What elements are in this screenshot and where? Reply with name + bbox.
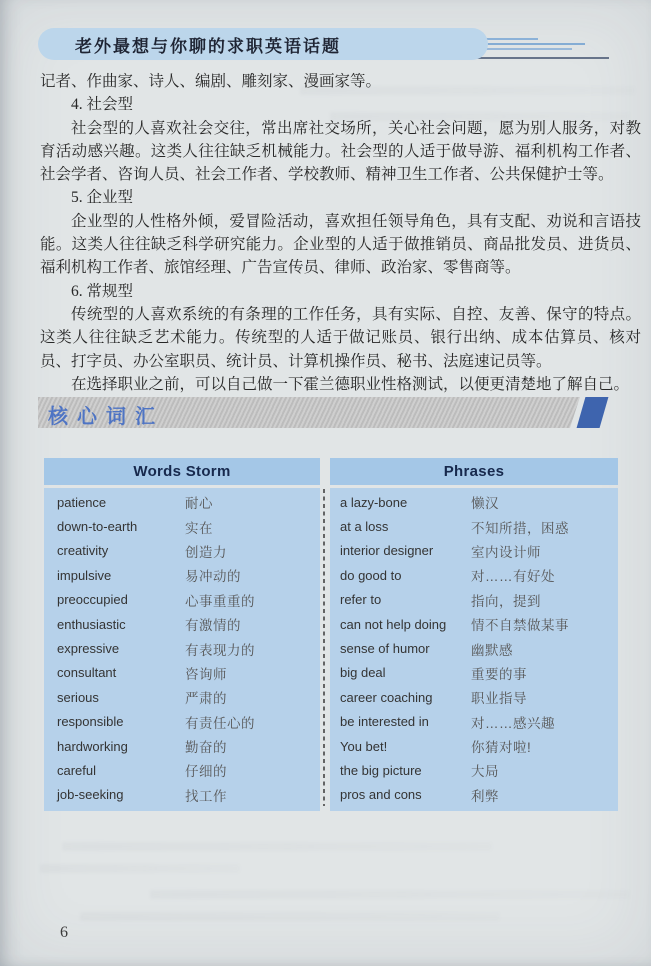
vocab-row xyxy=(44,563,320,587)
vocab-term-zh: 重要的事 xyxy=(471,666,527,682)
vocab-term-en: preoccupied xyxy=(57,592,128,608)
vocab-term-en: can not help doing xyxy=(340,616,447,632)
vocab-row xyxy=(44,514,320,538)
vocab-term-en: creativity xyxy=(57,543,109,559)
vocab-column-phrases xyxy=(330,458,618,811)
vocab-term-en: pros and cons xyxy=(340,787,422,803)
vocab-term-en: sense of humor xyxy=(340,641,430,657)
vocab-term-en: big deal xyxy=(340,665,386,681)
body-paragraph: 企业型的人性格外倾，爱冒险活动，喜欢担任领导角色，具有支配、劝说和言语技能。这类人往往缺乏科学研究能力。企业型的人适于做推销员、商品批发员、进货员、福利机构工作者、旅馆经理、广告宣传员、律师、政治家、零售商等。 xyxy=(40,212,641,277)
vocab-row xyxy=(44,685,320,709)
vocab-term-zh: 找工作 xyxy=(185,788,227,804)
vocab-term-en: a lazy-bone xyxy=(340,494,408,510)
vocab-term-en: do good to xyxy=(340,567,402,583)
vocab-row xyxy=(330,490,618,514)
vocab-row xyxy=(44,539,320,563)
vocab-row xyxy=(330,661,618,685)
vocab-term-en: hardworking xyxy=(57,738,128,754)
vocab-term-en: the big picture xyxy=(340,762,422,778)
vocab-term-zh: 对……感兴趣 xyxy=(471,715,555,731)
vocab-row xyxy=(330,539,618,563)
vocab-row xyxy=(44,710,320,734)
section-title: 核心词汇 xyxy=(48,406,164,428)
section-accent-shape xyxy=(577,397,609,428)
book-title: 老外最想与你聊的求职英语话题 xyxy=(75,36,341,56)
vocab-row xyxy=(44,661,320,685)
vocab-term-zh: 勤奋的 xyxy=(185,740,227,756)
vocab-term-en: be interested in xyxy=(340,714,429,730)
vocab-term-en: at a loss xyxy=(340,519,389,535)
vocab-term-zh: 利弊 xyxy=(471,788,499,804)
vocab-row xyxy=(44,783,320,807)
vocab-row xyxy=(330,710,618,734)
vocab-term-en: expressive xyxy=(57,641,120,657)
vocab-row xyxy=(330,563,618,587)
body-paragraph: 记者、作曲家、诗人、编剧、雕刻家、漫画家等。 xyxy=(40,73,382,90)
vocab-column-body xyxy=(44,488,320,811)
vocab-term-zh: 实在 xyxy=(185,520,213,536)
vocab-term-en: careful xyxy=(57,762,97,778)
vocab-term-zh: 室内设计师 xyxy=(471,544,541,560)
header-pill xyxy=(38,28,488,60)
vocab-term-zh: 有表现力的 xyxy=(185,642,255,658)
vocab-term-zh: 职业指导 xyxy=(471,691,527,707)
vocab-term-zh: 不知所措，困惑 xyxy=(471,520,569,536)
vocab-term-en: responsible xyxy=(57,714,124,730)
vocab-term-en: refer to xyxy=(340,592,382,608)
vocab-term-en: consultant xyxy=(57,665,117,681)
body-text-block xyxy=(40,70,641,396)
vocab-term-en: down-to-earth xyxy=(57,519,138,535)
vocab-row xyxy=(330,514,618,538)
vocab-term-zh: 有激情的 xyxy=(185,618,241,634)
vocab-column-body xyxy=(330,488,618,811)
vocab-term-zh: 懒汉 xyxy=(471,496,499,512)
vocab-term-zh: 大局 xyxy=(471,764,499,780)
vocab-term-zh: 仔细的 xyxy=(185,764,227,780)
body-paragraph: 社会型的人喜欢社会交往，常出席社交场所，关心社会问题，愿为别人服务，对教育活动感兴趣。这类人往往缺乏机械能力。社会型的人适于做导游、福利机构工作者、社会学者、咨询人员、社会工作者、学校教师、精神卫生工作者、公共保健护士等。 xyxy=(40,119,641,184)
vocab-term-en: patience xyxy=(57,494,107,510)
vocab-row xyxy=(330,758,618,782)
vocab-term-zh: 你猜对啦! xyxy=(471,740,532,756)
vocab-term-en: job-seeking xyxy=(57,787,124,803)
body-paragraph: 6. 常规型 xyxy=(71,282,134,300)
bleed-through-smudge xyxy=(80,912,500,921)
vocab-term-en: serious xyxy=(57,689,99,705)
vocab-term-zh: 创造力 xyxy=(185,544,227,560)
vocab-term-en: You bet! xyxy=(340,738,388,754)
vocab-term-zh: 情不自禁做某事 xyxy=(471,618,569,634)
vocab-term-zh: 咨询师 xyxy=(185,666,227,682)
vocab-term-zh: 指向，提到 xyxy=(471,593,541,609)
vocab-term-zh: 对……有好处 xyxy=(471,569,555,585)
body-paragraph: 4. 社会型 xyxy=(71,96,134,114)
vocab-row xyxy=(330,612,618,636)
vocab-term-en: interior designer xyxy=(340,543,434,559)
vocab-row xyxy=(44,758,320,782)
vocab-column-header: Words Storm xyxy=(44,458,320,485)
bleed-through-smudge xyxy=(150,890,630,899)
vocab-column-header: Phrases xyxy=(330,458,618,485)
vocab-row xyxy=(44,636,320,660)
vocab-term-en: career coaching xyxy=(340,689,433,705)
body-paragraph: 传统型的人喜欢系统的有条理的工作任务，具有实际、自控、友善、保守的特点。这类人往往缺乏艺术能力。传统型的人适于做记账员、银行出纳、成本估算员、核对员、打字员、办公室职员、统计员、计算机操作员、秘书、法庭速记员等。 xyxy=(40,305,641,370)
vocab-term-en: impulsive xyxy=(57,567,112,583)
bleed-through-smudge xyxy=(40,864,240,873)
vocab-row xyxy=(330,734,618,758)
vocab-term-zh: 易冲动的 xyxy=(185,569,241,585)
vocab-term-zh: 耐心 xyxy=(185,496,213,512)
page-number: 6 xyxy=(60,924,68,941)
body-paragraph: 在选择职业之前，可以自己做一下霍兰德职业性格测试，以便更清楚地了解自己。 xyxy=(71,375,630,393)
vocab-term-zh: 严肃的 xyxy=(185,691,227,707)
vocab-row xyxy=(330,588,618,612)
vocab-term-zh: 有责任心的 xyxy=(185,715,255,731)
vocab-row xyxy=(44,490,320,514)
vocab-row xyxy=(330,685,618,709)
vocab-row xyxy=(330,636,618,660)
bleed-through-smudge xyxy=(62,842,492,851)
vocab-term-en: enthusiastic xyxy=(57,616,126,632)
vocab-column-words xyxy=(44,458,320,811)
vocab-term-zh: 心事重重的 xyxy=(185,593,255,609)
vocab-row xyxy=(44,612,320,636)
vocab-row xyxy=(44,588,320,612)
vocab-term-zh: 幽默感 xyxy=(471,642,513,658)
vocab-row xyxy=(44,734,320,758)
column-dashed-divider xyxy=(323,489,325,806)
body-paragraph: 5. 企业型 xyxy=(71,189,134,207)
vocab-row xyxy=(330,783,618,807)
